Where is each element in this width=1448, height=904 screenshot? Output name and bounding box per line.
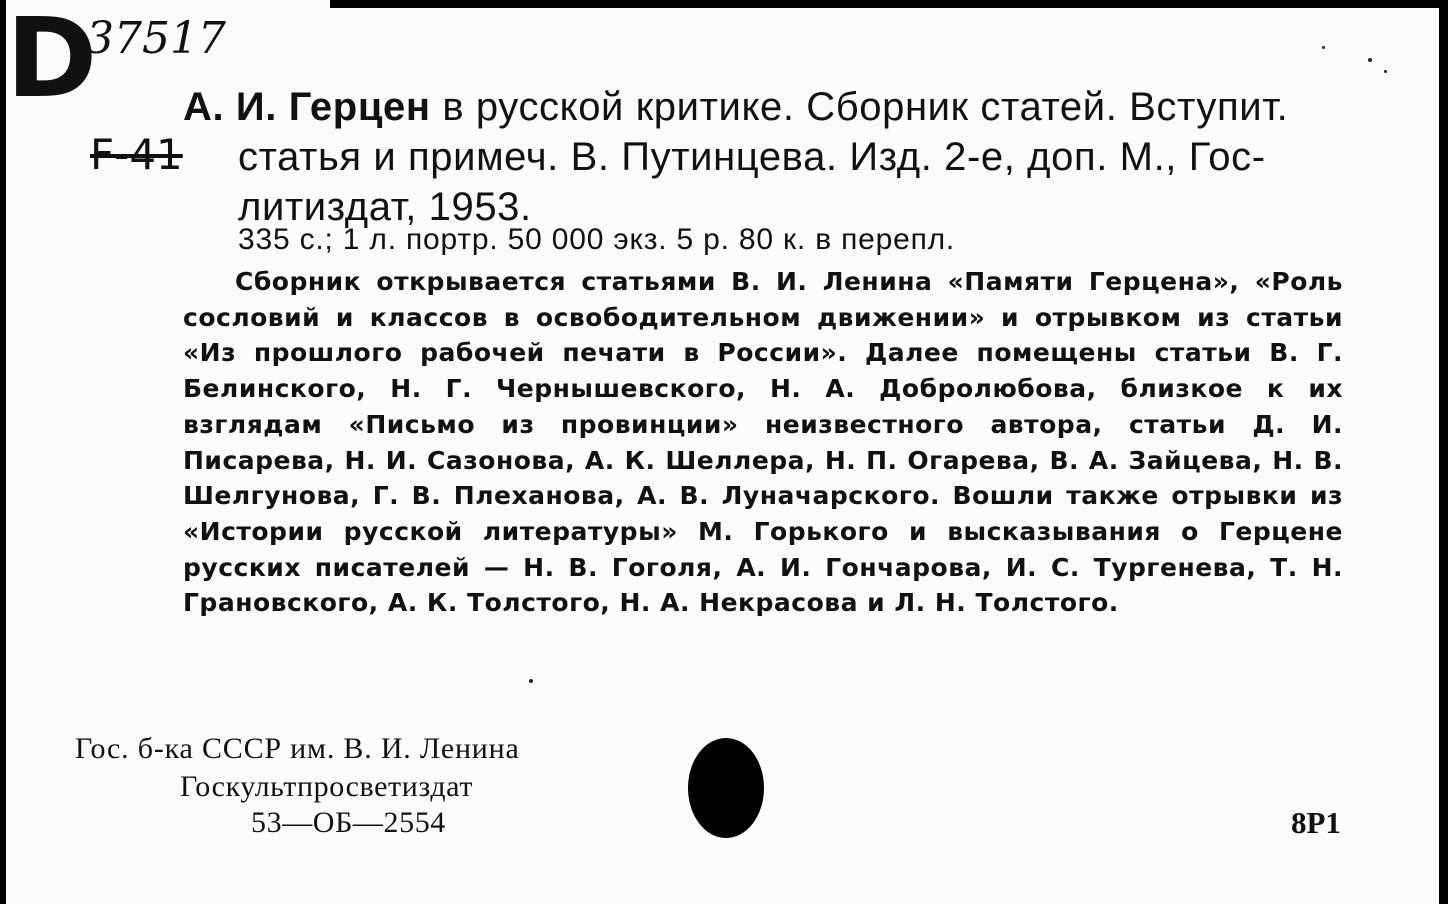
card-code: 8Р1 (1291, 805, 1341, 840)
punch-hole (688, 738, 764, 838)
shelfmark-letter: D (6, 0, 96, 122)
scan-speck (1322, 46, 1325, 49)
heading-line-1 (183, 85, 1288, 129)
library-imprint: Гос. б-ка СССР им. В. И. Ленина (75, 732, 520, 765)
shelfmark-number: 37517 (86, 13, 226, 64)
annotation-paragraph: Сборник открывается статьями В. И. Ленина «Памяти Герцена», «Роль сословий и классов в освободительном движении» и отрывком из статьи «Из прошлого рабочей печати в России». Далее помещены статьи В. Г. Белинского, Н. Г. Чернышевского, Н. А. Добролюбова, близкое к их взглядам «Письмо из провинции» неизвестного автора, статьи Д. И. Писарева, Н. И. Сазонова, А. К. Шеллера, Н. П. Огарева, В. А. Зайцева, Н. В. Шелгунова, Г. В. Плеханова, А. В. Луначарского. Вошли также отрывки из «Истории русской литературы» М. Горького и высказывания о Герцене русских писателей — Н. В. Гоголя, А. И. Гончарова, И. С. Тургенева, Т. Н. Грановского, А. К. Толстого, Н. А. Некрасова и Л. Н. Толстого. (183, 267, 1343, 618)
scan-speck (1384, 70, 1387, 73)
author-name: А. И. Герцен (183, 85, 431, 129)
scan-edge-left (0, 0, 6, 904)
collation-line: 335 с.; 1 л. портр. 50 000 экз. 5 р. 80 к. в перепл. (238, 223, 956, 256)
heading-line-3: литиздат, 1953. (238, 185, 532, 229)
class-mark: F-41 (90, 130, 183, 179)
title-start: в русской критике. Сборник статей. Вступит. (442, 85, 1289, 129)
scan-speck (529, 679, 533, 683)
scan-edge-top (330, 0, 1448, 8)
order-number: 53—ОБ—2554 (251, 806, 446, 839)
bibliographic-heading (183, 82, 1348, 232)
publisher-imprint: Госкультпросветиздат (180, 770, 474, 803)
scan-edge-right (1439, 0, 1448, 904)
scan-speck (1368, 58, 1372, 62)
heading-line-2: статья и примеч. В. Путинцева. Изд. 2-е, доп. М., Гос- (238, 135, 1266, 179)
